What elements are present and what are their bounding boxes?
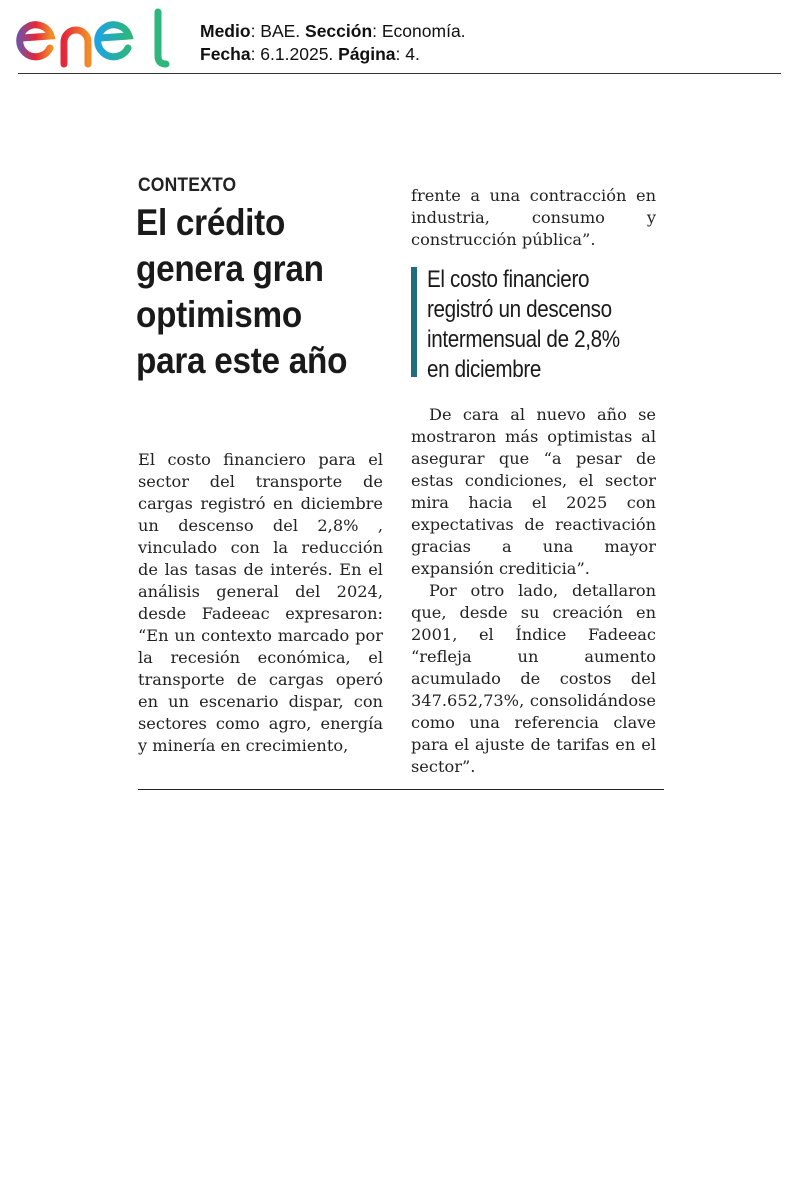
header-divider xyxy=(18,73,781,74)
fecha-label: Fecha xyxy=(200,44,251,64)
pull-quote-bar xyxy=(411,267,417,377)
pull-quote-line: El costo financiero xyxy=(427,266,590,293)
article-body-column-2 xyxy=(411,404,656,778)
clipping-metadata xyxy=(200,20,466,66)
headline-line: El crédito xyxy=(136,202,286,243)
metadata-line-1 xyxy=(200,20,466,43)
article-body-column-1: El costo financiero para el sector del transporte de cargas registró en diciembre un descenso del 2,8% , vinculado con la reducción de las tasas de interés. En el análisis general del 2024, desde Fadeeac expresaron: “En un contexto marcado por la recesión económica, el transporte de cargas operó en un escenario dispar, con sectores como agro, energía y minería en crecimiento, xyxy=(138,450,383,755)
headline-line: para este año xyxy=(136,340,348,381)
medio-label: Medio xyxy=(200,21,251,41)
pull-quote-line: registró un descenso xyxy=(427,296,612,323)
article-kicker: CONTEXTO xyxy=(138,175,237,196)
headline-line: genera gran xyxy=(136,248,324,289)
pull-quote-text xyxy=(427,265,651,385)
enel-logo xyxy=(16,8,172,72)
metadata-line-2 xyxy=(200,43,466,66)
article-body-continuation: frente a una contracción en industria, consumo y construcción pública”. xyxy=(411,186,656,249)
headline-line: optimismo xyxy=(136,294,302,335)
pull-quote-line: en diciembre xyxy=(427,356,542,383)
pull-quote-line: intermensual de 2,8% xyxy=(427,326,620,353)
body-paragraph: Por otro lado, detallaron que, desde su creación en 2001, el Índice Fadeeac “refleja un aumento acumulado de costos del 347.652,73%, consolidándose como una referencia clave para el ajuste de tarifas en el sector”. xyxy=(411,581,656,776)
medio-value: : BAE. xyxy=(250,21,306,41)
seccion-label: Sección xyxy=(305,21,373,41)
body-paragraph: De cara al nuevo año se mostraron más optimistas al asegurar que “a pesar de estas condiciones, el sector mira hacia el 2025 con expectativas de reactivación gracias a una mayor expansión crediticia”. xyxy=(411,405,656,578)
pull-quote xyxy=(411,265,661,383)
pagina-label: Página xyxy=(338,44,396,64)
article-headline xyxy=(136,200,370,384)
pagina-value: : 4. xyxy=(395,44,420,64)
article-end-rule xyxy=(138,789,664,790)
fecha-value: : 6.1.2025. xyxy=(250,44,339,64)
seccion-value: : Economía. xyxy=(372,21,466,41)
